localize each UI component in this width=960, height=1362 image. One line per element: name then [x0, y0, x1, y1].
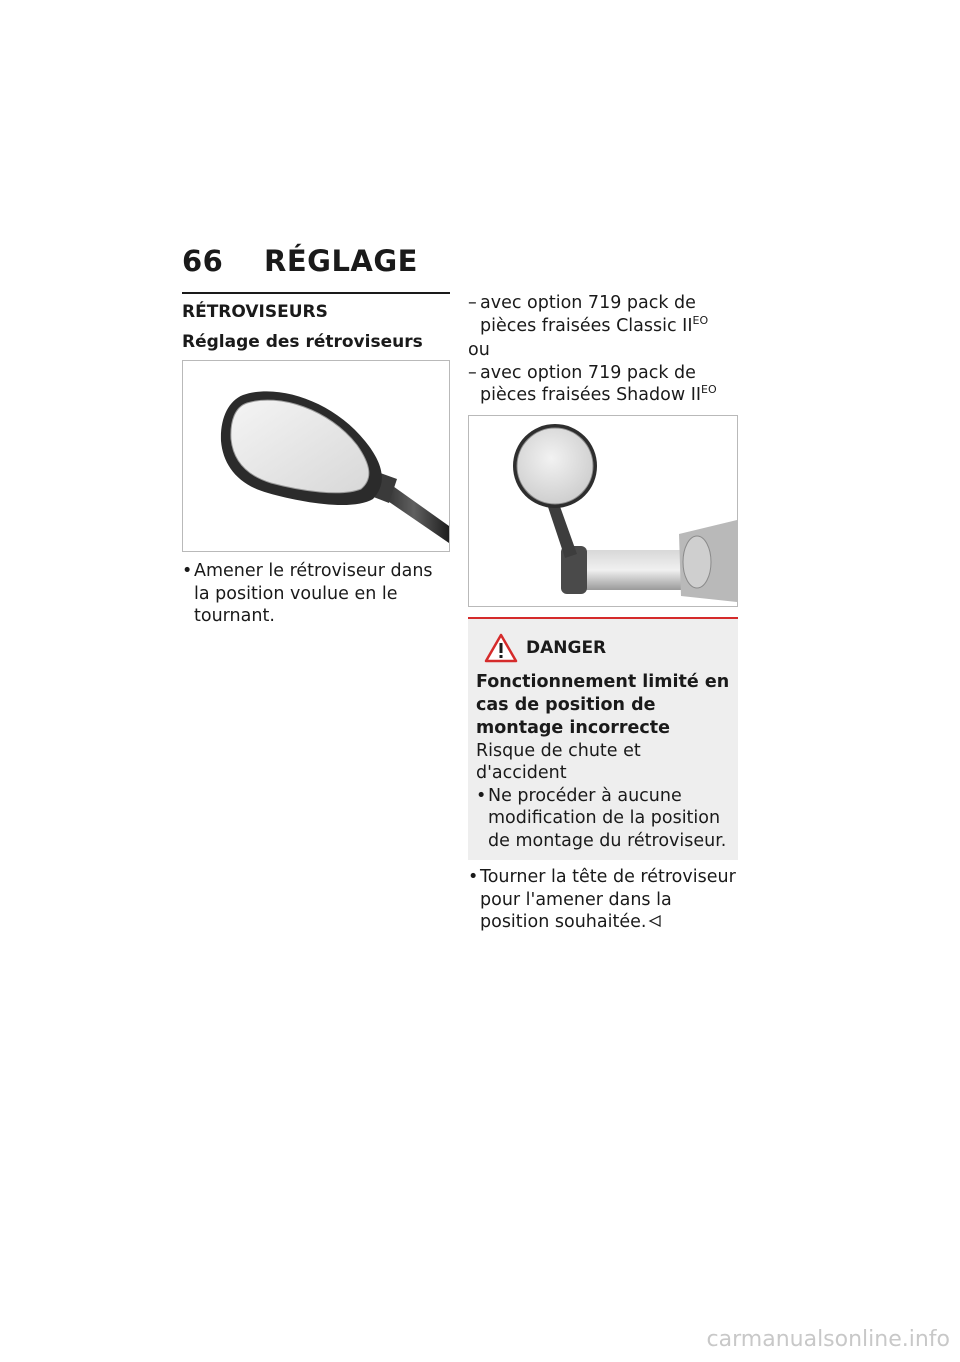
section-divider — [182, 292, 450, 294]
bar-end-mirror-photo-icon — [469, 416, 737, 606]
danger-risk: Risque de chute et d'accident — [476, 740, 641, 783]
danger-header — [484, 633, 730, 663]
mirror-photo — [182, 360, 450, 552]
page-header — [182, 244, 418, 278]
bullet-icon: • — [468, 867, 479, 887]
option-superscript: EO — [692, 313, 709, 327]
danger-box — [468, 617, 738, 861]
dash-icon: – — [468, 362, 477, 383]
bar-end-mirror-photo — [468, 415, 738, 607]
step-item — [468, 866, 738, 934]
danger-title: Fonctionnement limité en cas de position de montage incorrecte — [476, 671, 730, 738]
right-column — [468, 292, 738, 934]
option-text: avec option 719 pack de pièces fraisées Shadow II — [480, 362, 702, 405]
page-number: 66 — [182, 244, 224, 278]
watermark-logo: carmanualsonline.info — [706, 1327, 950, 1352]
left-column — [182, 292, 450, 628]
option-item — [468, 362, 738, 409]
section-title: RÉTROVISEURS — [182, 302, 328, 322]
chapter-title: RÉGLAGE — [264, 244, 418, 278]
or-text: ou — [468, 340, 490, 360]
step-text: Amener le rétroviseur dans la position voulue en le tournant. — [194, 561, 433, 626]
danger-instruction-text: Ne procéder à aucune modification de la position de montage du rétroviseur. — [488, 785, 727, 851]
option-superscript: EO — [701, 383, 717, 396]
option-item — [468, 292, 738, 339]
step-text: Tourner la tête de rétroviseur pour l'amener dans la position souhaitée. — [480, 867, 736, 932]
danger-label: DANGER — [526, 637, 607, 658]
subsection-title: Réglage des rétroviseurs — [182, 332, 423, 352]
step-item — [182, 560, 450, 628]
end-of-section-triangle-icon — [648, 914, 662, 928]
option-text: avec option 719 pack de pièces fraisées Classic II — [480, 293, 696, 336]
mirror-photo-icon — [183, 361, 449, 551]
dash-icon: – — [468, 293, 477, 313]
danger-instruction — [476, 785, 730, 853]
bullet-icon: • — [182, 561, 193, 581]
warning-triangle-icon — [484, 633, 518, 663]
bullet-icon: • — [476, 785, 487, 806]
